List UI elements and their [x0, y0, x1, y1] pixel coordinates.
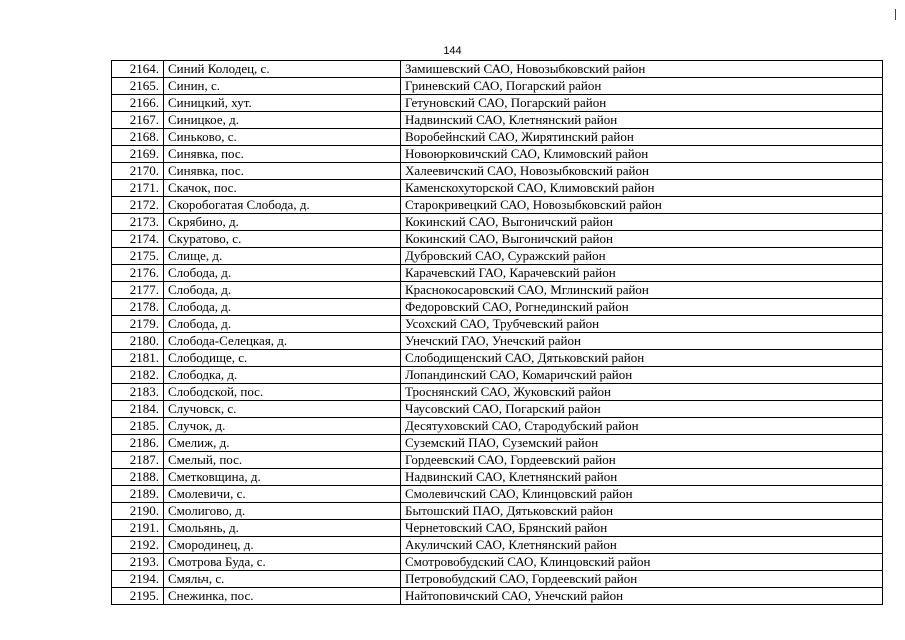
district-name: Троснянский САО, Жуковский район	[401, 384, 883, 401]
settlement-name: Слобода, д.	[164, 316, 401, 333]
settlement-name: Скрябино, д.	[164, 214, 401, 231]
row-number: 2175.	[112, 248, 164, 265]
district-name: Смолевичский САО, Клинцовский район	[401, 486, 883, 503]
row-number: 2171.	[112, 180, 164, 197]
row-number: 2174.	[112, 231, 164, 248]
row-number: 2189.	[112, 486, 164, 503]
district-name: Дубровский САО, Суражский район	[401, 248, 883, 265]
row-number: 2168.	[112, 129, 164, 146]
table-row	[112, 231, 883, 248]
settlement-name: Синявка, пос.	[164, 146, 401, 163]
table-row	[112, 588, 883, 605]
settlement-name: Смолигово, д.	[164, 503, 401, 520]
settlement-name: Смелиж, д.	[164, 435, 401, 452]
district-name: Надвинский САО, Клетнянский район	[401, 469, 883, 486]
district-name: Халеевичский САО, Новозыбковский район	[401, 163, 883, 180]
table-row	[112, 129, 883, 146]
row-number: 2195.	[112, 588, 164, 605]
district-name: Замишевский САО, Новозыбковский район	[401, 61, 883, 78]
settlement-name: Сметковщина, д.	[164, 469, 401, 486]
settlement-name: Смольянь, д.	[164, 520, 401, 537]
district-name: Надвинский САО, Клетнянский район	[401, 112, 883, 129]
settlement-name: Смородинец, д.	[164, 537, 401, 554]
table-row	[112, 214, 883, 231]
district-name: Петровобудский САО, Гордеевский район	[401, 571, 883, 588]
district-name: Федоровский САО, Рогнединский район	[401, 299, 883, 316]
table-row	[112, 486, 883, 503]
district-name: Слободищенский САО, Дятьковский район	[401, 350, 883, 367]
district-name: Гетуновский САО, Погарский район	[401, 95, 883, 112]
settlement-name: Скоробогатая Слобода, д.	[164, 197, 401, 214]
settlement-name: Синявка, пос.	[164, 163, 401, 180]
table-row	[112, 112, 883, 129]
settlements-table	[111, 60, 883, 605]
district-name: Кокинский САО, Выгоничский район	[401, 214, 883, 231]
district-name: Лопандинский САО, Комаричский район	[401, 367, 883, 384]
district-name: Воробейнский САО, Жирятинский район	[401, 129, 883, 146]
settlement-name: Смолевичи, с.	[164, 486, 401, 503]
district-name: Чаусовский САО, Погарский район	[401, 401, 883, 418]
row-number: 2191.	[112, 520, 164, 537]
settlement-name: Синий Колодец, с.	[164, 61, 401, 78]
district-name: Усохский САО, Трубчевский район	[401, 316, 883, 333]
district-name: Чернетовский САО, Брянский район	[401, 520, 883, 537]
row-number: 2165.	[112, 78, 164, 95]
district-name: Карачевский ГАО, Карачевский район	[401, 265, 883, 282]
settlement-name: Случовск, с.	[164, 401, 401, 418]
table-row	[112, 248, 883, 265]
row-number: 2185.	[112, 418, 164, 435]
settlement-name: Синьково, с.	[164, 129, 401, 146]
settlement-name: Случок, д.	[164, 418, 401, 435]
row-number: 2164.	[112, 61, 164, 78]
row-number: 2178.	[112, 299, 164, 316]
table-row	[112, 61, 883, 78]
table-body	[112, 61, 883, 605]
table-row	[112, 316, 883, 333]
district-name: Кокинский САО, Выгоничский район	[401, 231, 883, 248]
settlement-name: Смяльч, с.	[164, 571, 401, 588]
table-row	[112, 452, 883, 469]
table-row	[112, 503, 883, 520]
row-number: 2186.	[112, 435, 164, 452]
settlement-name: Слободской, пос.	[164, 384, 401, 401]
table-row	[112, 78, 883, 95]
row-number: 2169.	[112, 146, 164, 163]
row-number: 2193.	[112, 554, 164, 571]
district-name: Смотровобудский САО, Клинцовский район	[401, 554, 883, 571]
settlement-name: Слобода-Селецкая, д.	[164, 333, 401, 350]
settlement-name: Снежинка, пос.	[164, 588, 401, 605]
district-name: Гордеевский САО, Гордеевский район	[401, 452, 883, 469]
settlement-name: Скачок, пос.	[164, 180, 401, 197]
row-number: 2170.	[112, 163, 164, 180]
settlement-name: Слобода, д.	[164, 299, 401, 316]
settlement-name: Синицкий, хут.	[164, 95, 401, 112]
row-number: 2192.	[112, 537, 164, 554]
row-number: 2176.	[112, 265, 164, 282]
settlement-name: Синицкое, д.	[164, 112, 401, 129]
row-number: 2182.	[112, 367, 164, 384]
table-row	[112, 265, 883, 282]
district-name: Унечский ГАО, Унечский район	[401, 333, 883, 350]
settlement-name: Синин, с.	[164, 78, 401, 95]
table-row	[112, 197, 883, 214]
table-row	[112, 537, 883, 554]
settlement-name: Слобода, д.	[164, 282, 401, 299]
table-row	[112, 367, 883, 384]
district-name: Бытошский ПАО, Дятьковский район	[401, 503, 883, 520]
table-row	[112, 571, 883, 588]
settlement-name: Слободка, д.	[164, 367, 401, 384]
row-number: 2166.	[112, 95, 164, 112]
district-name: Десятуховский САО, Стародубский район	[401, 418, 883, 435]
table-row	[112, 435, 883, 452]
settlement-name: Смелый, пос.	[164, 452, 401, 469]
district-name: Старокривецкий САО, Новозыбковский район	[401, 197, 883, 214]
settlement-name: Смотрова Буда, с.	[164, 554, 401, 571]
settlement-name: Слободище, с.	[164, 350, 401, 367]
table-row	[112, 95, 883, 112]
settlement-name: Скуратово, с.	[164, 231, 401, 248]
row-number: 2194.	[112, 571, 164, 588]
district-name: Краснокосаровский САО, Мглинский район	[401, 282, 883, 299]
row-number: 2187.	[112, 452, 164, 469]
table-row	[112, 469, 883, 486]
row-number: 2181.	[112, 350, 164, 367]
table-row	[112, 180, 883, 197]
row-number: 2172.	[112, 197, 164, 214]
table-row	[112, 554, 883, 571]
table-row	[112, 146, 883, 163]
row-number: 2179.	[112, 316, 164, 333]
row-number: 2173.	[112, 214, 164, 231]
scan-edge-mark	[895, 9, 896, 20]
settlement-name: Слище, д.	[164, 248, 401, 265]
row-number: 2167.	[112, 112, 164, 129]
district-name: Найтоповичский САО, Унечский район	[401, 588, 883, 605]
district-name: Каменскохуторской САО, Климовский район	[401, 180, 883, 197]
table-row	[112, 401, 883, 418]
page-number: 144	[443, 45, 462, 57]
district-name: Акуличский САО, Клетнянский район	[401, 537, 883, 554]
row-number: 2183.	[112, 384, 164, 401]
row-number: 2188.	[112, 469, 164, 486]
table-row	[112, 299, 883, 316]
district-name: Новоюрковичский САО, Климовский район	[401, 146, 883, 163]
row-number: 2177.	[112, 282, 164, 299]
table-row	[112, 163, 883, 180]
settlement-name: Слобода, д.	[164, 265, 401, 282]
row-number: 2180.	[112, 333, 164, 350]
table-row	[112, 282, 883, 299]
district-name: Суземский ПАО, Суземский район	[401, 435, 883, 452]
row-number: 2184.	[112, 401, 164, 418]
table-row	[112, 418, 883, 435]
table-row	[112, 520, 883, 537]
district-name: Гриневский САО, Погарский район	[401, 78, 883, 95]
table-row	[112, 333, 883, 350]
table-row	[112, 384, 883, 401]
table-row	[112, 350, 883, 367]
row-number: 2190.	[112, 503, 164, 520]
